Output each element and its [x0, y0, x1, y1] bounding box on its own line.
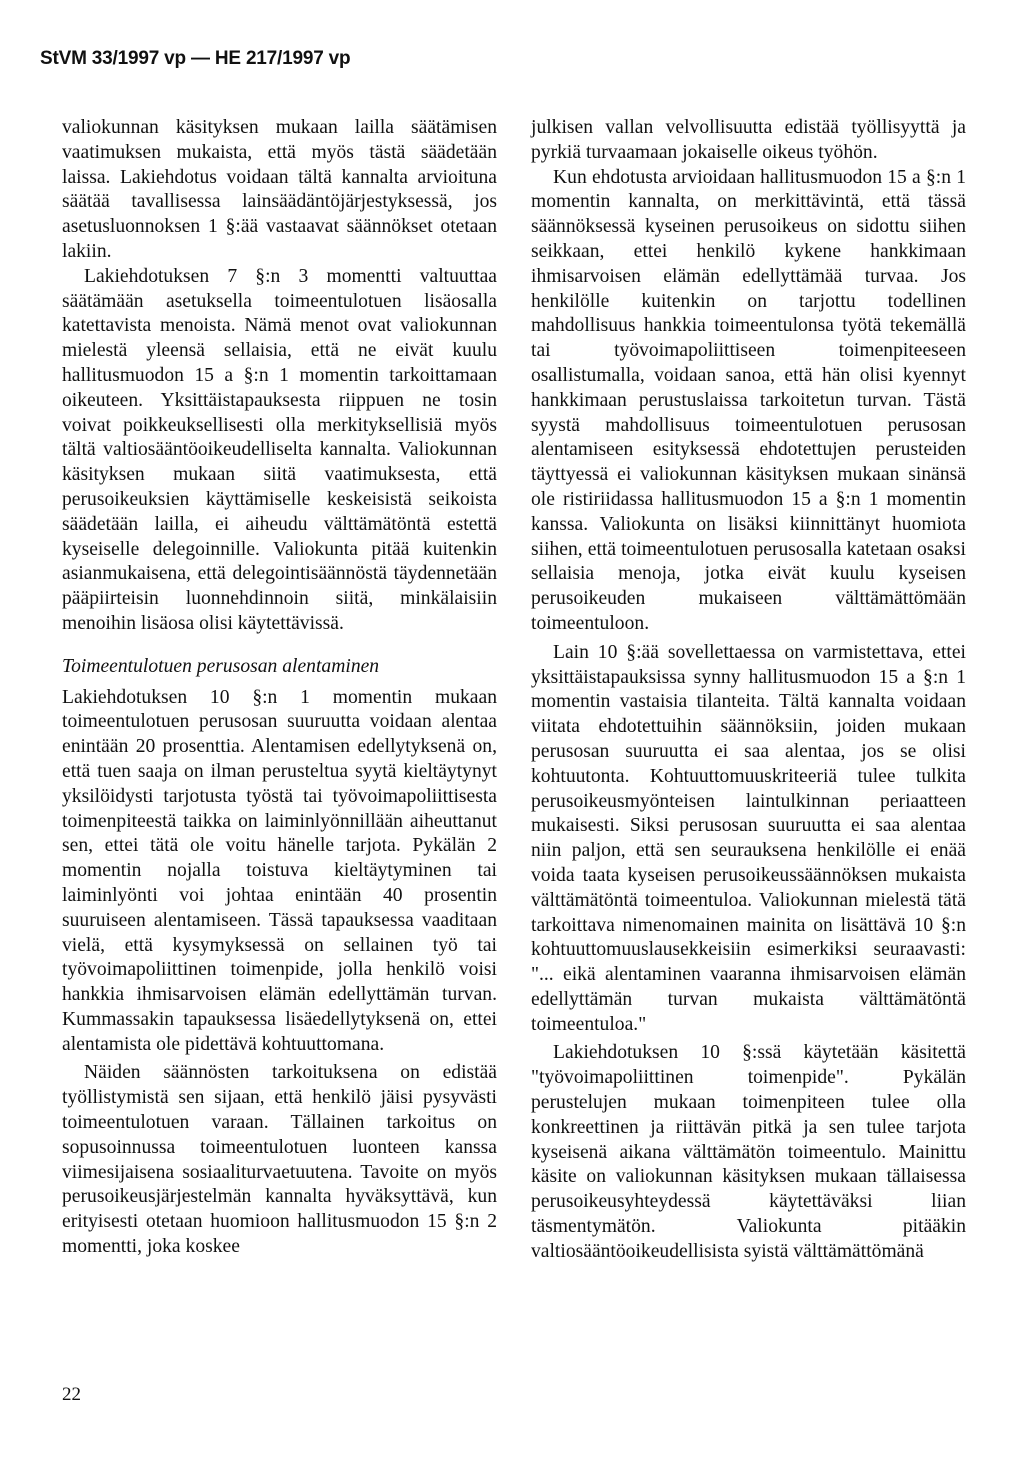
- page-header: StVM 33/1997 vp — HE 217/1997 vp: [40, 48, 351, 69]
- left-column: [62, 116, 497, 1260]
- page-number: 22: [62, 1384, 81, 1405]
- paragraph: Näiden säännösten tarkoituksena on edistää työllistymistä sen sijaan, että henkilö jäisi pysyvästi toimeentulotuen varaan. Tällainen tarkoitus on sopusoinnussa toimeentulotuen luonteen kanssa viimesijaisena sosiaaliturvaetuutena. Tavoite on myös perusoikeusjärjestelmän kannalta hyväksyttävä, kun erityisesti otetaan huomioon hallitusmuodon 15 §:n 2 momentti, joka koskee: [62, 1062, 497, 1258]
- paragraph: Lain 10 §:ää sovellettaessa on varmistettava, ettei yksittäistapauksissa synny hallitusmuodon 15 a §:n 1 momentin vastaisia tilanteita. Tältä kannalta voidaan viitata ehdotettuihin säännöksiin, joiden mukaan perusosan suuruutta ei saa alentaa, jos se olisi kohtuutonta. Kohtuuttomuuskriteeriä tulee tulkita perusoikeusmyönteisen laintulkinnan periaatteen mukaisesti. Siksi perusosan suuruutta ei saa alentaa niin paljon, että sen seurauksena henkilölle ei enää voida taata kyseisen perusoikeussäännöksen mukaista välttämätöntä toimeentuloa. Valiokunnan mielestä tätä tarkoittava nimenomainen mainita on lisättävä 10 §:n kohtuuttomuuslausekkeisiin esimerkiksi seuraavasti: "... eikä alentaminen vaaranna ihmisarvoisen elämän edellyttämän turvan mukaista välttämätöntä toimeentuloa.": [531, 641, 966, 1035]
- paragraph: valiokunnan käsityksen mukaan lailla säätämisen vaatimuksen mukaista, että myös tästä säädetään laissa. Lakiehdotus voidaan tältä kannalta arvioituna säätää tavallisessa lainsäädäntöjärjestyksessä, jos asetusluonnoksen 1 §:ää vastaavat säännökset otetaan lakiin.: [62, 117, 497, 262]
- paragraph: Lakiehdotuksen 10 §:n 1 momentin mukaan toimeentulotuen perusosan suuruutta voidaan alentaa enintään 20 prosenttia. Alentamisen edellytyksenä on, että tuen saaja on ilman perusteltua syytä kieltäytynyt yksilöidysti tarjotusta työstä tai työvoimapoliittisesta toimenpiteestä taikka on laiminlyönnillään aiheuttanut sen, ettei tätä ole voitu hänelle tarjota. Pykälän 2 momentin nojalla toistuva kieltäytyminen tai laiminlyönti voi johtaa enintään 40 prosentin suuruiseen alentamiseen. Tässä tapauksessa vaaditaan vielä, että kysymyksessä on sellainen työ tai työvoimapoliittinen toimenpide, jolla henkilö voisi hankkia ihmisarvoisen elämän edellyttämän turvan. Kummassakin tapauksessa lisäedellytyksenä on, ettei alentamista ole pidettävä kohtuuttomana.: [62, 686, 497, 1055]
- paragraph: julkisen vallan velvollisuutta edistää työllisyyttä ja pyrkiä turvaamaan jokaiselle oikeus työhön.: [531, 117, 966, 163]
- right-column: [531, 116, 966, 1265]
- section-heading: Toimeentulotuen perusosan alentaminen: [62, 655, 380, 677]
- paragraph: Lakiehdotuksen 7 §:n 3 momentti valtuuttaa säätämään asetuksella toimeentulotuen lisäosalla katettavista menoista. Nämä menot ovat valiokunnan mielestä yleensä sellaisia, että ne eivät kuulu hallitusmuodon 15 a §:n 1 momentin tarkoittamaan oikeuteen. Yksittäistapauksesta riippuen ne tosin voivat poikkeuksellisesti olla merkityksellisiä myös tältä valtiosääntöoikeudelliselta kannalta. Valiokunnan käsityksen mukaan siitä vaatimuksesta, että perusoikeuksien käyttämiselle keskeisistä seikoista säädetään lailla, ei aiheudu välttämätöntä estettä kyseiselle delegoinnille. Valiokunta pitää kuitenkin asianmukaisena, että delegointisäännöstä täydennetään pääpiirteisin luonnehdinnoin siitä, minkälaisiin menoihin lisäosa olisi käytettävissä.: [62, 265, 497, 634]
- paragraph: Lakiehdotuksen 10 §:ssä käytetään käsitettä "työvoimapoliittinen toimenpide". Pykälän perustelujen mukaan toimenpiteen tulee olla konkreettinen ja riittävän pitkä ja sen tulee tarjota kyseisenä aikana välttämätön toimeentulo. Mainittu käsite on valiokunnan käsityksen mukaan tällaisessa perusoikeusyhteydessä käytettäväksi liian täsmentymätön. Valiokunta pitääkin valtiosääntöoikeudellisista syistä välttämättömänä: [531, 1042, 966, 1262]
- paragraph: Kun ehdotusta arvioidaan hallitusmuodon 15 a §:n 1 momentin kannalta, on merkittävintä, että tässä säännöksessä kyseinen perusoikeus on sidottu siihen seikkaan, ettei henkilö kykene hankkimaan ihmisarvoisen elämän edellyttämää turvaa. Jos henkilölle kuitenkin on tarjottu todellinen mahdollisuus hankkia toimeentulonsa työtä tekemällä tai työvoimapoliittiseen toimenpiteeseen osallistumalla, voidaan sanoa, että hän olisi kyennyt hankkimaan perustuslaissa tarkoitetun turvan. Tästä syystä mahdollisuus toimeentulotuen perusosan alentamiseen esityksessä ehdotettujen perusteiden täyttyessä ei valiokunnan käsityksen mukaan sinänsä ole ristiriidassa hallitusmuodon 15 a §:n 1 momentin kanssa. Valiokunta on lisäksi kiinnittänyt huomiota siihen, että toimeentulotuen perusosalla katetaan osaksi sellaisia menoja, jotka eivät kuulu kyseisen perusoikeuden mukaiseen välttämättömään toimeentuloon.: [531, 166, 966, 634]
